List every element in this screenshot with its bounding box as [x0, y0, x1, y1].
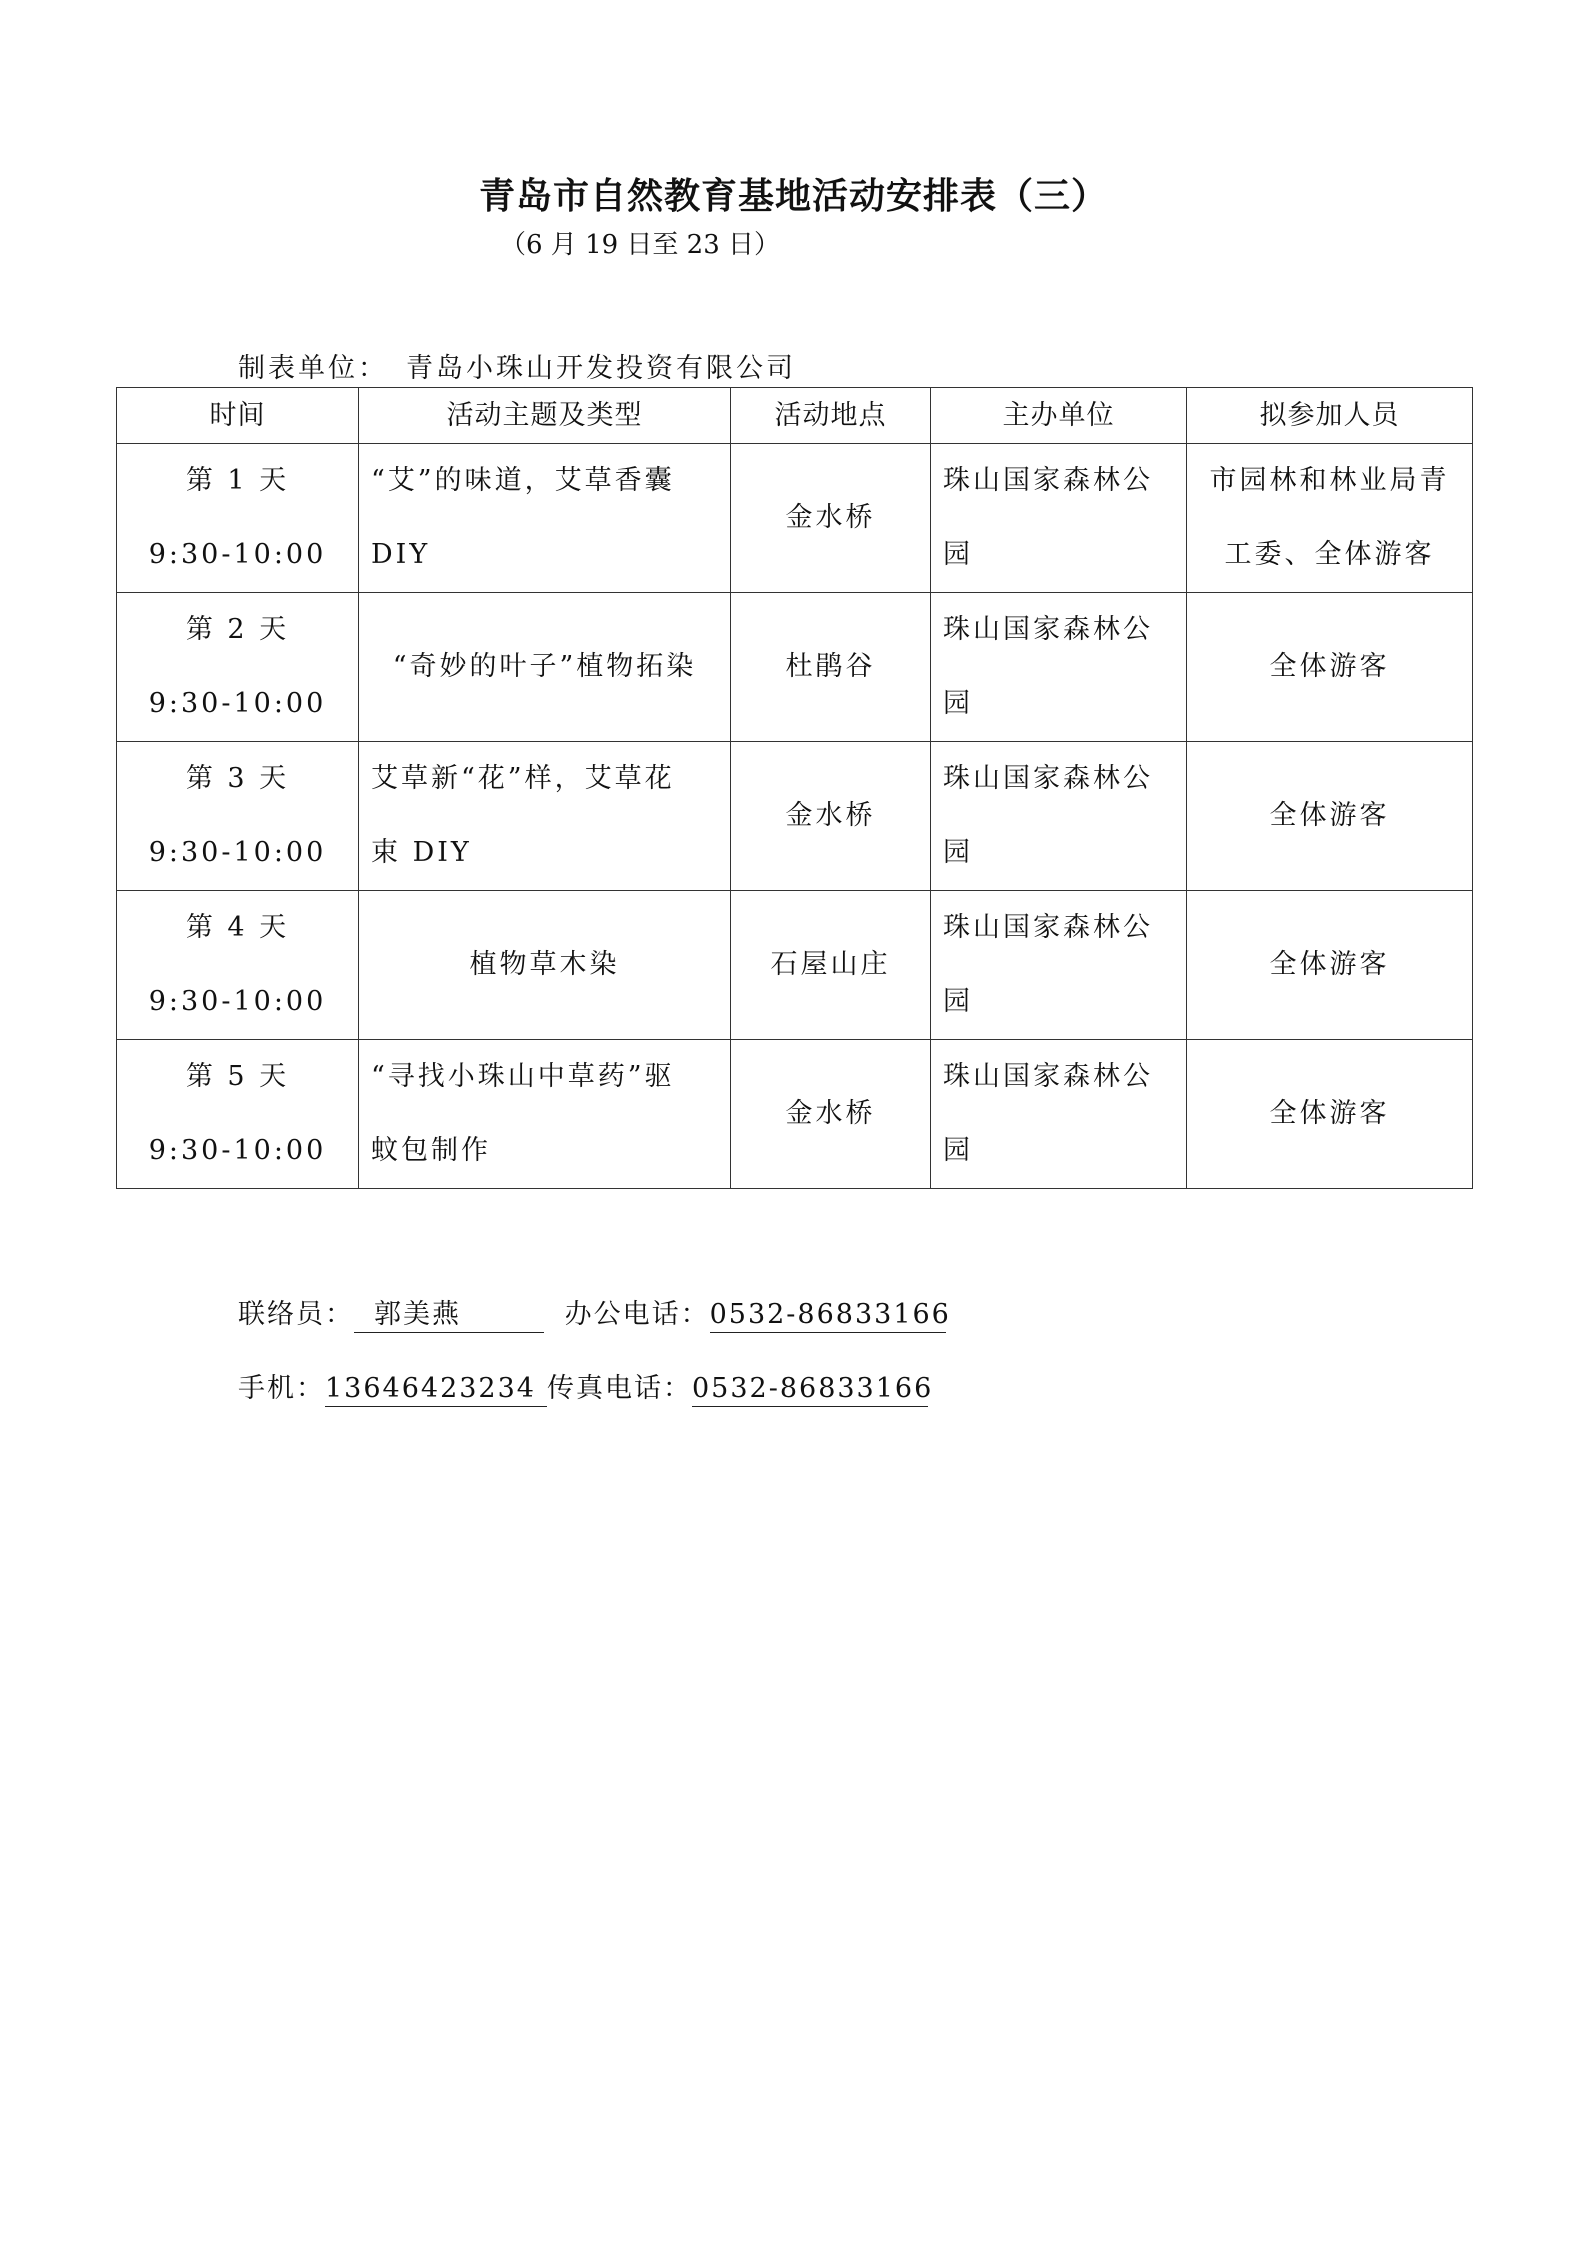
table-row [117, 742, 1473, 891]
theme-text: 艾草新“花”样，艾草花 [371, 763, 675, 794]
cell-host [931, 1040, 1187, 1189]
time-range: 9:30-10:00 [148, 539, 327, 570]
participants-text: 工委、全体游客 [1224, 539, 1435, 570]
fax-label: 传真电话： [547, 1373, 692, 1404]
table-row [117, 444, 1473, 593]
office-phone: 0532-86833166 [710, 1298, 946, 1333]
cell-host [931, 891, 1187, 1040]
theme-text: 蚊包制作 [371, 1135, 491, 1166]
cell-time [117, 444, 359, 593]
day-label: 第 1 天 [185, 465, 290, 496]
cell-time [117, 742, 359, 891]
mobile-label: 手机： [238, 1373, 325, 1404]
header-host: 主办单位 [931, 388, 1187, 444]
document-title: 青岛市自然教育基地活动安排表（三） [478, 176, 1108, 217]
cell-host [931, 593, 1187, 742]
time-range: 9:30-10:00 [148, 986, 327, 1017]
cell-participants: 全体游客 [1187, 593, 1473, 742]
cell-time [117, 1040, 359, 1189]
compiling-unit [238, 346, 796, 385]
host-text: 园 [943, 688, 973, 719]
host-text: 园 [943, 837, 973, 868]
activity-schedule-table [116, 387, 1473, 1189]
liaison-name: 郭美燕 [354, 1298, 544, 1333]
cell-time [117, 593, 359, 742]
host-text: 园 [943, 1135, 973, 1166]
cell-theme: 植物草木染 [359, 891, 731, 1040]
host-text: 珠山国家森林公 [943, 465, 1153, 496]
theme-text: 束 DIY [371, 837, 472, 868]
compiling-unit-value: 青岛小珠山开发投资有限公司 [406, 353, 796, 384]
cell-participants: 全体游客 [1187, 742, 1473, 891]
host-text: 珠山国家森林公 [943, 1061, 1153, 1092]
cell-host [931, 444, 1187, 593]
day-label: 第 2 天 [185, 614, 290, 645]
cell-participants [1187, 444, 1473, 593]
cell-theme [359, 1040, 731, 1189]
cell-theme: “奇妙的叶子”植物拓染 [359, 593, 731, 742]
cell-location: 金水桥 [731, 742, 931, 891]
cell-location: 杜鹃谷 [731, 593, 931, 742]
cell-theme [359, 742, 731, 891]
theme-text: DIY [371, 539, 431, 570]
cell-location: 金水桥 [731, 444, 931, 593]
theme-text: “寻找小珠山中草药”驱 [371, 1061, 675, 1092]
time-range: 9:30-10:00 [148, 1135, 327, 1166]
time-range: 9:30-10:00 [148, 688, 327, 719]
header-time: 时间 [117, 388, 359, 444]
mobile-number: 13646423234 [325, 1372, 547, 1407]
theme-text: “艾”的味道，艾草香囊 [371, 465, 675, 496]
compiling-unit-label: 制表单位： [238, 353, 388, 384]
fax-number: 0532-86833166 [692, 1372, 928, 1407]
table-row [117, 593, 1473, 742]
table-row [117, 1040, 1473, 1189]
document-subtitle: （6 月 19 日至 23 日） [500, 230, 781, 260]
host-text: 珠山国家森林公 [943, 763, 1153, 794]
host-text: 园 [943, 986, 973, 1017]
cell-participants: 全体游客 [1187, 891, 1473, 1040]
cell-location: 石屋山庄 [731, 891, 931, 1040]
header-location: 活动地点 [731, 388, 931, 444]
host-text: 珠山国家森林公 [943, 614, 1153, 645]
host-text: 珠山国家森林公 [943, 912, 1153, 943]
table-header-row [117, 388, 1473, 444]
day-label: 第 4 天 [185, 912, 290, 943]
cell-host [931, 742, 1187, 891]
header-theme: 活动主题及类型 [359, 388, 731, 444]
host-text: 园 [943, 539, 973, 570]
office-phone-label: 办公电话： [564, 1299, 710, 1330]
day-label: 第 3 天 [185, 763, 290, 794]
day-label: 第 5 天 [185, 1061, 290, 1092]
cell-location: 金水桥 [731, 1040, 931, 1189]
cell-theme [359, 444, 731, 593]
participants-text: 市园林和林业局青 [1209, 465, 1450, 496]
cell-time [117, 891, 359, 1040]
table-row [117, 891, 1473, 1040]
contact-row-phone [238, 1366, 934, 1407]
time-range: 9:30-10:00 [148, 837, 327, 868]
contact-row-liaison [238, 1292, 951, 1333]
liaison-label: 联络员： [238, 1299, 354, 1330]
cell-participants: 全体游客 [1187, 1040, 1473, 1189]
header-participants: 拟参加人员 [1187, 388, 1473, 444]
